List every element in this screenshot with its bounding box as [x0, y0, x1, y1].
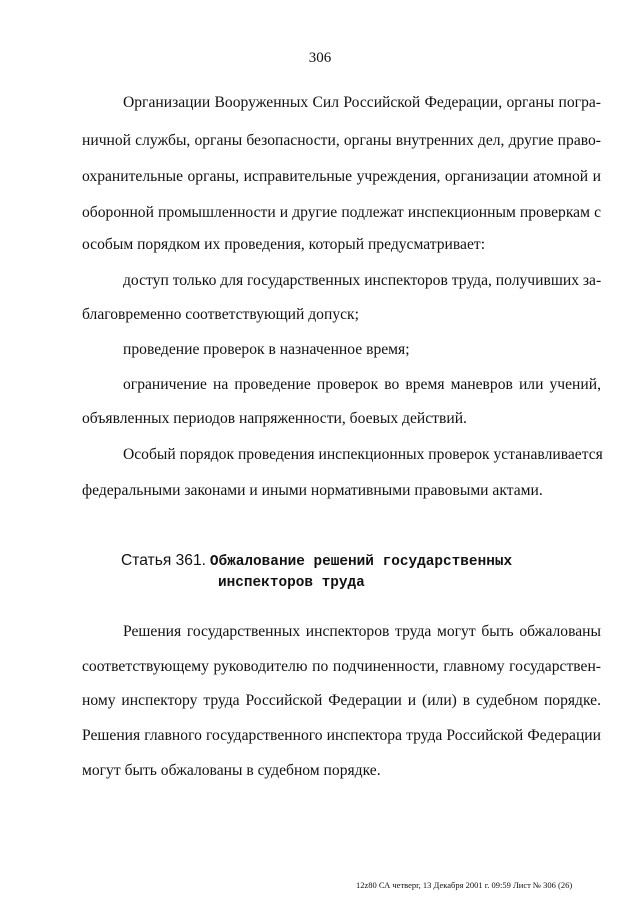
article-heading: [121, 551, 513, 591]
article-title-line-2: инспекторов труда: [218, 575, 365, 591]
item-2-line-1: проведение проверок в назначенное время;: [123, 341, 410, 358]
item-1-line-1: доступ только для государственных инспекторов труда, получивших за-: [123, 272, 602, 289]
paragraph-1-line-2: ничной службы, органы безопасности, органы внутренних дел, другие право-: [82, 132, 601, 149]
paragraph-2-line-1: Особый порядок проведения инспекционных проверок устанавливается: [123, 446, 603, 463]
item-3-line-2: объявленных периодов напряженности, боевых действий.: [82, 410, 467, 427]
article-title-line-1: Обжалование решений государственных: [209, 554, 513, 570]
paragraph-1-line-5: особым порядком их проведения, который предусматривает:: [82, 236, 486, 253]
paragraph-2-line-2: федеральными законами и иными нормативными правовыми актами.: [82, 482, 543, 499]
paragraph-3-line-2: соответствующему руководителю по подчиненности, главному государствен-: [82, 658, 601, 675]
article-number: Статья 361.: [121, 552, 206, 569]
item-1-line-2: благовременно соответствующий допуск;: [82, 306, 359, 323]
paragraph-1-line-3: охранительные органы, исправительные учреждения, организации атомной и: [82, 168, 601, 185]
paragraph-3-line-5: могут быть обжалованы в судебном порядке.: [82, 762, 381, 779]
paragraph-3-line-3: ному инспектору труда Российской Федерации и (или) в судебном порядке.: [82, 692, 601, 709]
paragraph-1-line-4: оборонной промышленности и другие подлежат инспекционным проверкам с: [82, 204, 601, 221]
paragraph-3-line-1: Решения государственных инспекторов труда могут быть обжалованы: [123, 623, 601, 640]
paragraph-1-line-1: Организации Вооруженных Сил Российской Федерации, органы погра-: [123, 94, 601, 111]
page-number: 306: [308, 50, 332, 66]
paragraph-3-line-4: Решения главного государственного инспектора труда Российской Федерации: [82, 727, 601, 744]
item-3-line-1: ограничение на проведение проверок во время маневров или учений,: [123, 376, 601, 393]
footer-print-info: 12z80 СА четверг, 13 Декабря 2001 г. 09:59 Лист № 306 (26): [356, 880, 573, 890]
